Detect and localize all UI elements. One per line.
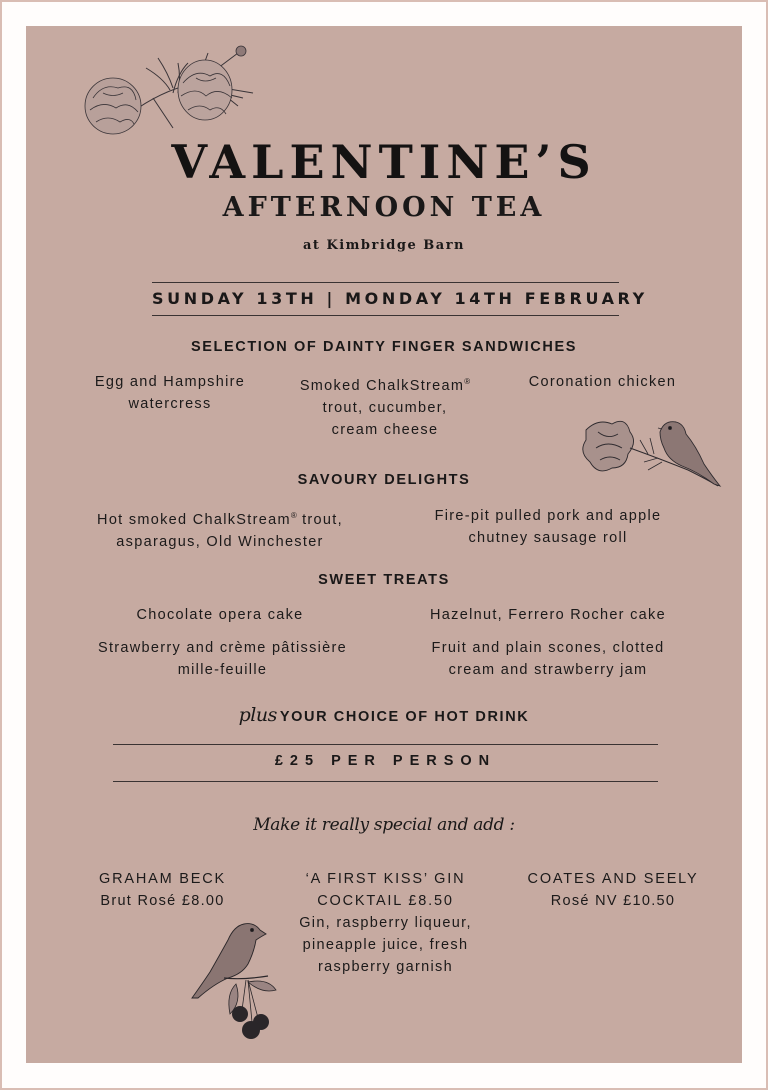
- hot-drink-line: [0, 704, 768, 726]
- addon-price: Rosé NV £10.50: [550, 893, 676, 909]
- addon-price: Brut Rosé £8.00: [100, 893, 225, 909]
- item-text: trout,: [296, 511, 343, 528]
- addon-description: pineapple juice, fresh: [302, 937, 469, 953]
- date-top-divider: [152, 282, 619, 283]
- item-line: [280, 371, 490, 397]
- menu-item-pulled-pork-roll: [398, 505, 698, 549]
- price-per-person: £25 PER PERSON: [274, 753, 497, 769]
- venue-name: at Kimbridge Barn: [302, 238, 465, 253]
- item-line: Hazelnut, Ferrero Rocher cake: [430, 607, 666, 623]
- page-subtitle: AFTERNOON TEA: [222, 192, 546, 223]
- item-line: Strawberry and crème pâtissière: [97, 640, 348, 656]
- addons-intro: Make it really special and add :: [253, 815, 515, 835]
- item-line: Fruit and plain scones, clotted: [431, 640, 665, 656]
- item-line: cream cheese: [331, 421, 439, 438]
- plus-script: plus: [238, 704, 277, 726]
- menu-item-hazelnut-cake: [398, 604, 698, 626]
- menu-item-chocolate-opera-cake: [70, 604, 370, 626]
- date-bottom-divider: [152, 315, 619, 316]
- item-line: Fire-pit pulled pork and apple: [434, 508, 662, 524]
- menu-item-hot-smoked-trout: [70, 505, 370, 553]
- addon-coates-and-seely: [518, 868, 708, 912]
- addon-description: Gin, raspberry liqueur,: [299, 915, 472, 931]
- page-title: VALENTINE’S: [171, 135, 597, 189]
- addon-price: COCKTAIL £8.50: [317, 893, 454, 909]
- addon-name: COATES AND SEELY: [527, 871, 699, 887]
- addon-first-kiss-gin: [268, 868, 503, 978]
- menu-item-smoked-trout: [280, 371, 490, 441]
- item-line: trout, cucumber,: [322, 399, 448, 416]
- item-line: chutney sausage roll: [468, 530, 628, 546]
- registered-mark: ®: [290, 511, 297, 520]
- menu-item-egg: [70, 371, 270, 415]
- item-line: asparagus, Old Winchester: [116, 533, 324, 550]
- item-text: Hot smoked ChalkStream: [97, 511, 291, 528]
- menu-item-coronation-chicken: [505, 371, 700, 393]
- menu-item-mille-feuille: [70, 637, 375, 681]
- price-bottom-divider: [113, 781, 658, 782]
- item-line: watercress: [128, 396, 212, 412]
- section-heading-sweet: SWEET TREATS: [318, 572, 450, 588]
- event-dates: SUNDAY 13TH | MONDAY 14TH FEBRUARY: [152, 289, 648, 308]
- section-heading-savoury: SAVOURY DELIGHTS: [297, 472, 471, 488]
- item-text: Smoked ChalkStream: [299, 377, 465, 394]
- menu-item-scones: [398, 637, 698, 681]
- registered-mark: ®: [464, 377, 471, 386]
- hot-drink-text: YOUR CHOICE OF HOT DRINK: [279, 709, 530, 725]
- bird-and-cherries-icon: [188, 918, 280, 1043]
- item-line: Coronation chicken: [528, 374, 677, 390]
- section-heading-sandwiches: SELECTION OF DAINTY FINGER SANDWICHES: [190, 339, 577, 355]
- addon-name: ‘A FIRST KISS’ GIN: [305, 871, 466, 887]
- item-line: Chocolate opera cake: [136, 607, 304, 623]
- item-line: mille-feuille: [177, 662, 268, 678]
- addon-name: GRAHAM BECK: [99, 871, 226, 887]
- addon-description: raspberry garnish: [318, 959, 453, 975]
- addon-graham-beck: [70, 868, 255, 912]
- item-line: cream and strawberry jam: [448, 662, 648, 678]
- item-line: Egg and Hampshire: [94, 374, 246, 390]
- item-line: [70, 505, 370, 531]
- peony-flowers-icon: [78, 38, 258, 138]
- price-top-divider: [113, 744, 658, 745]
